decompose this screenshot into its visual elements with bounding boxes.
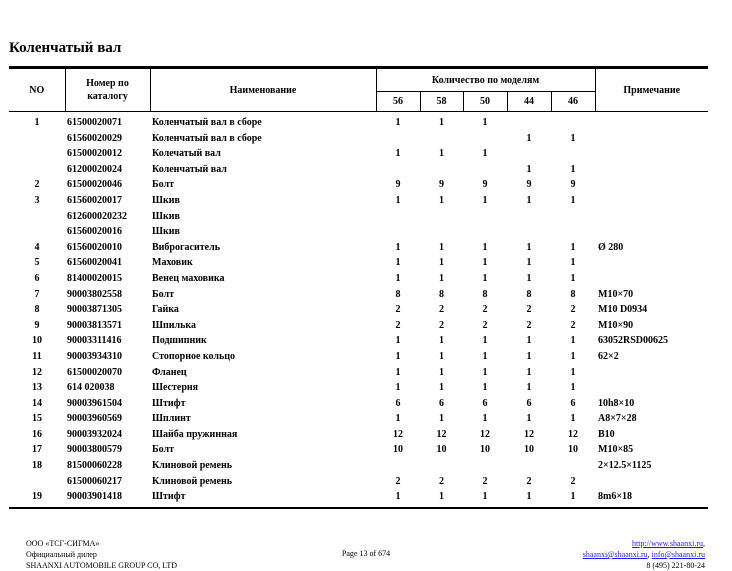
cell-qty: 1: [482, 335, 488, 347]
cell-qty: 1: [395, 148, 401, 160]
cell-name: Штифт: [152, 491, 186, 503]
cell-qty: 1: [439, 382, 444, 394]
cell-qty: 1: [570, 194, 576, 206]
cell-qty: 1: [526, 163, 532, 175]
cell-name: Болт: [152, 179, 175, 191]
table-row: [9, 396, 708, 412]
cell-qty: 2: [526, 304, 532, 316]
cell-qty: 1: [570, 163, 576, 175]
table-row: [9, 318, 708, 334]
cell-qty: 1: [395, 366, 401, 378]
cell-qty: [507, 458, 551, 474]
cell-qty: 1: [526, 491, 532, 503]
cell-qty: 1: [570, 350, 576, 362]
cell-catalog-number: 90003871305: [67, 304, 122, 316]
footer-company: ООО «ТСГ-СИГМА»: [26, 539, 100, 548]
cell-qty: 1: [526, 382, 532, 394]
cell-catalog-number: 61560020016: [67, 226, 122, 238]
cell-qty: 9: [482, 179, 488, 191]
cell-no: [9, 209, 65, 225]
cell-qty: 6: [526, 397, 532, 409]
cell-qty: [463, 458, 507, 474]
table-row: [9, 224, 708, 240]
bottom-rule: [9, 507, 708, 509]
table-row: [9, 474, 708, 490]
cell-no: 2: [34, 179, 40, 191]
cell-qty: [420, 209, 463, 225]
cell-qty: 1: [482, 148, 488, 160]
cell-catalog-number: 90003961504: [67, 397, 122, 409]
cell-qty: [507, 146, 551, 162]
table-row: [9, 458, 708, 474]
cell-name: Коленчатый вал: [152, 163, 227, 175]
cell-qty: 2: [526, 319, 532, 331]
cell-note: [595, 474, 708, 490]
cell-qty: 2: [395, 304, 401, 316]
cell-qty: 1: [570, 382, 576, 394]
cell-qty: 1: [570, 491, 576, 503]
cell-no: 3: [34, 194, 40, 206]
cell-qty: [463, 162, 507, 178]
cell-qty: 9: [526, 179, 532, 191]
cell-qty: 6: [482, 397, 488, 409]
cell-qty: 8: [570, 288, 576, 300]
cell-note: [595, 365, 708, 381]
cell-qty: 1: [570, 413, 576, 425]
cell-qty: 1: [570, 272, 576, 284]
cell-qty: 1: [395, 257, 401, 269]
cell-qty: 10: [568, 444, 578, 456]
cell-note: [595, 193, 708, 209]
cell-qty: 8: [526, 288, 532, 300]
cell-no: [9, 474, 65, 490]
cell-qty: 1: [570, 366, 576, 378]
cell-qty: [420, 458, 463, 474]
cell-qty: 8: [439, 288, 444, 300]
cell-note: 62×2: [598, 350, 619, 362]
cell-qty: [507, 112, 551, 131]
footer-dealer: Официальный дилер: [26, 550, 97, 559]
cell-note: [595, 177, 708, 193]
table-row: [9, 240, 708, 256]
cell-name: Стопорное кольцо: [152, 350, 236, 362]
cell-qty: 1: [439, 335, 444, 347]
header-model: 50: [463, 92, 507, 112]
cell-no: 19: [32, 491, 42, 503]
cell-qty: 1: [439, 366, 444, 378]
cell-qty: 10: [480, 444, 490, 456]
cell-no: 15: [32, 413, 42, 425]
cell-qty: [551, 112, 595, 131]
table-row: [9, 489, 708, 505]
table-row: [9, 271, 708, 287]
header-no: NO: [9, 69, 65, 112]
cell-name: Коленчатый вал в сборе: [152, 117, 262, 128]
cell-catalog-number: 90003802558: [67, 288, 122, 300]
page-title: Коленчатый вал: [9, 40, 122, 56]
cell-qty: 1: [439, 241, 444, 253]
cell-name: Виброгаситель: [152, 241, 220, 253]
cell-qty: 2: [570, 304, 576, 316]
cell-name: Шплинт: [152, 413, 191, 425]
cell-qty: [551, 458, 595, 474]
table-row: [9, 112, 708, 131]
cell-qty: 1: [395, 272, 401, 284]
cell-qty: 2: [482, 475, 488, 487]
cell-name: Маховик: [152, 257, 193, 269]
table-row: [9, 193, 708, 209]
cell-catalog-number: 61560020041: [67, 257, 122, 269]
cell-qty: [420, 131, 463, 147]
cell-qty: 2: [482, 304, 488, 316]
cell-catalog-number: 90003934310: [67, 350, 122, 362]
cell-note: [595, 146, 708, 162]
cell-note: 2×12.5×1125: [598, 460, 652, 472]
cell-qty: [551, 224, 595, 240]
cell-qty: 2: [395, 319, 401, 331]
cell-no: 17: [32, 444, 42, 456]
cell-qty: 1: [439, 491, 444, 503]
cell-catalog-number: 61560020017: [67, 194, 122, 206]
table-row: [9, 162, 708, 178]
cell-name: Венец маховика: [152, 272, 225, 284]
cell-qty: 1: [482, 491, 488, 503]
cell-qty: 1: [439, 257, 444, 269]
cell-qty: 1: [526, 241, 532, 253]
cell-qty: 6: [395, 397, 401, 409]
cell-note: [595, 209, 708, 225]
cell-qty: 1: [482, 257, 488, 269]
cell-note: [595, 380, 708, 396]
cell-catalog-number: 61200020024: [67, 163, 122, 175]
cell-qty: 2: [439, 304, 444, 316]
table-row: [9, 287, 708, 303]
table-row: [9, 349, 708, 365]
email-separator: ,: [647, 550, 652, 559]
url-suffix: ,: [703, 539, 705, 548]
cell-qty: 10: [393, 444, 403, 456]
cell-catalog-number: 61560020010: [67, 241, 122, 253]
cell-no: 4: [34, 241, 40, 253]
header-model: 44: [507, 92, 551, 112]
cell-note: [595, 162, 708, 178]
cell-name: Клиновой ремень: [152, 460, 233, 472]
cell-qty: 1: [439, 272, 444, 284]
cell-qty: 8: [395, 288, 401, 300]
cell-qty: 12: [436, 428, 447, 440]
cell-qty: 1: [482, 241, 488, 253]
cell-qty: [551, 209, 595, 225]
cell-catalog-number: 90003800579: [67, 444, 122, 456]
cell-name: Шкив: [152, 210, 180, 222]
cell-note: M10×85: [598, 444, 634, 456]
cell-no: 5: [34, 257, 40, 269]
cell-qty: 2: [439, 475, 444, 487]
cell-catalog-number: 90003813571: [67, 319, 122, 331]
header-qty: Количество по моделям: [376, 69, 595, 92]
cell-qty: [376, 162, 420, 178]
cell-no: 12: [32, 366, 42, 378]
cell-note: M10×90: [598, 319, 634, 331]
cell-name: Колечатый вал: [152, 148, 221, 160]
cell-no: [9, 146, 65, 162]
cell-catalog-number: 61500020070: [67, 366, 122, 378]
cell-qty: 12: [393, 428, 403, 440]
header-model: 58: [420, 92, 463, 112]
cell-qty: 2: [570, 319, 576, 331]
parts-table: [9, 68, 708, 505]
cell-name: Болт: [152, 444, 175, 456]
cell-note: 63052RSD00625: [598, 335, 669, 347]
cell-note: [595, 224, 708, 240]
cell-qty: 2: [570, 475, 576, 487]
cell-qty: 1: [439, 117, 444, 128]
cell-catalog-number: 61500060217: [67, 475, 122, 487]
cell-no: 16: [32, 428, 42, 440]
cell-no: 6: [34, 272, 40, 284]
email-link-info[interactable]: info@shaanxi.ru: [651, 550, 705, 559]
cell-qty: 1: [395, 335, 401, 347]
cell-qty: [463, 224, 507, 240]
cell-qty: 1: [482, 350, 488, 362]
cell-name: Коленчатый вал в сборе: [152, 132, 262, 144]
table-row: [9, 302, 708, 318]
cell-name: Шпилька: [152, 319, 197, 331]
cell-note: 10h8×10: [598, 397, 635, 409]
table-row: [9, 333, 708, 349]
cell-qty: 2: [482, 319, 488, 331]
cell-catalog-number: 61500020071: [67, 117, 122, 128]
cell-no: [9, 131, 65, 147]
cell-qty: [551, 146, 595, 162]
cell-qty: [376, 131, 420, 147]
cell-qty: 1: [482, 117, 488, 128]
cell-name: Болт: [152, 288, 175, 300]
cell-qty: [376, 224, 420, 240]
cell-catalog-number: 61500020012: [67, 148, 122, 160]
cell-name: Шкив: [152, 226, 180, 238]
cell-no: 13: [32, 382, 42, 394]
cell-note: Ø 280: [598, 241, 624, 253]
cell-qty: 1: [570, 132, 576, 144]
table-row: [9, 411, 708, 427]
cell-qty: 1: [482, 366, 488, 378]
cell-catalog-number: 90003960569: [67, 413, 122, 425]
cell-qty: 1: [526, 366, 532, 378]
cell-qty: 1: [526, 257, 532, 269]
cell-catalog-number: 61560020029: [67, 132, 122, 144]
cell-qty: [420, 162, 463, 178]
cell-qty: [507, 209, 551, 225]
cell-note: [595, 131, 708, 147]
cell-no: 1: [34, 117, 40, 128]
cell-qty: 2: [526, 475, 532, 487]
cell-qty: 9: [570, 179, 576, 191]
website-link[interactable]: http://www.shaanxi.ru: [631, 539, 703, 548]
cell-qty: 2: [395, 475, 401, 487]
cell-catalog-number: 81400020015: [67, 272, 122, 284]
cell-qty: 1: [482, 413, 488, 425]
cell-qty: 9: [439, 179, 444, 191]
cell-qty: 1: [439, 148, 444, 160]
cell-qty: 1: [526, 413, 532, 425]
footer-phone: 8 (495) 221-80-24: [646, 561, 705, 570]
cell-qty: 1: [395, 117, 401, 128]
cell-note: A8×7×28: [598, 413, 637, 425]
cell-qty: 1: [570, 335, 576, 347]
cell-name: Клиновой ремень: [152, 475, 233, 487]
cell-no: 11: [32, 350, 42, 362]
header-note: Примечание: [595, 69, 708, 112]
cell-qty: 9: [395, 179, 401, 191]
table-row: [9, 442, 708, 458]
cell-qty: [463, 131, 507, 147]
cell-qty: 1: [526, 350, 532, 362]
table-row: [9, 131, 708, 147]
cell-qty: 12: [568, 428, 578, 440]
cell-catalog-number: 61500020046: [67, 179, 122, 191]
cell-qty: [420, 224, 463, 240]
cell-qty: [376, 209, 420, 225]
cell-qty: 1: [439, 350, 444, 362]
cell-note: M10 D0934: [598, 304, 648, 316]
cell-qty: 10: [436, 444, 447, 456]
header-model: 46: [551, 92, 595, 112]
cell-qty: 1: [526, 272, 532, 284]
cell-qty: 1: [395, 241, 401, 253]
cell-catalog-number: 90003901418: [67, 491, 122, 503]
cell-qty: 1: [395, 382, 401, 394]
table-row: [9, 365, 708, 381]
cell-catalog-number: 81500060228: [67, 460, 122, 472]
cell-catalog-number: 90003311416: [67, 335, 122, 347]
cell-qty: 1: [482, 382, 488, 394]
cell-no: 18: [32, 460, 42, 472]
cell-qty: 1: [395, 413, 401, 425]
cell-qty: 12: [524, 428, 534, 440]
cell-qty: 1: [395, 350, 401, 362]
cell-qty: 1: [439, 413, 444, 425]
header-name: Наименование: [150, 69, 376, 112]
cell-qty: [463, 209, 507, 225]
cell-qty: 1: [570, 257, 576, 269]
cell-qty: 1: [526, 132, 532, 144]
cell-no: [9, 224, 65, 240]
cell-qty: [507, 224, 551, 240]
cell-qty: 2: [439, 319, 444, 331]
cell-note: M10×70: [598, 288, 634, 300]
cell-name: Гайка: [152, 304, 179, 316]
cell-no: 9: [34, 319, 40, 331]
cell-qty: 1: [482, 272, 488, 284]
table-row: [9, 209, 708, 225]
cell-qty: 6: [439, 397, 444, 409]
cell-qty: 1: [570, 241, 576, 253]
table-row: [9, 255, 708, 271]
cell-name: Штифт: [152, 397, 186, 409]
cell-qty: 1: [526, 194, 532, 206]
cell-qty: [376, 458, 420, 474]
email-link-sales[interactable]: shaanxi@shaanxi.ru: [582, 550, 648, 559]
cell-catalog-number: 614 020038: [67, 382, 115, 394]
cell-no: 8: [34, 304, 40, 316]
cell-qty: 1: [526, 335, 532, 347]
cell-note: B10: [598, 428, 615, 440]
table-row: [9, 427, 708, 443]
cell-qty: 12: [480, 428, 490, 440]
header-model: 56: [376, 92, 420, 112]
cell-no: [9, 162, 65, 178]
cell-qty: 6: [570, 397, 576, 409]
cell-qty: 1: [395, 194, 401, 206]
page-number: Page 13 of 674: [341, 549, 391, 558]
table-row: [9, 177, 708, 193]
cell-name: Шайба пружинная: [152, 428, 238, 440]
cell-catalog-number: 612600020232: [67, 210, 127, 222]
cell-catalog-number: 90003932024: [67, 428, 122, 440]
cell-note: [595, 112, 708, 131]
cell-name: Шкив: [152, 194, 180, 206]
table-row: [9, 380, 708, 396]
table-row: [9, 146, 708, 162]
footer-contacts: [583, 538, 705, 571]
footer-group: SHAANXI AUTOMOBILE GROUP CO, LTD: [26, 561, 178, 570]
header-catalog: Номер по каталогу: [65, 69, 150, 112]
cell-qty: 1: [482, 194, 488, 206]
cell-no: 7: [34, 288, 40, 300]
cell-qty: 10: [524, 444, 534, 456]
cell-note: [595, 255, 708, 271]
cell-note: [595, 271, 708, 287]
cell-no: 10: [32, 335, 42, 347]
cell-qty: 1: [439, 194, 444, 206]
cell-note: 8m6×18: [598, 491, 633, 503]
cell-name: Подшипник: [152, 335, 207, 347]
cell-qty: 1: [395, 491, 401, 503]
cell-name: Шестерня: [152, 382, 199, 394]
cell-no: 14: [32, 397, 42, 409]
cell-qty: 8: [482, 288, 488, 300]
cell-name: Фланец: [152, 366, 187, 378]
